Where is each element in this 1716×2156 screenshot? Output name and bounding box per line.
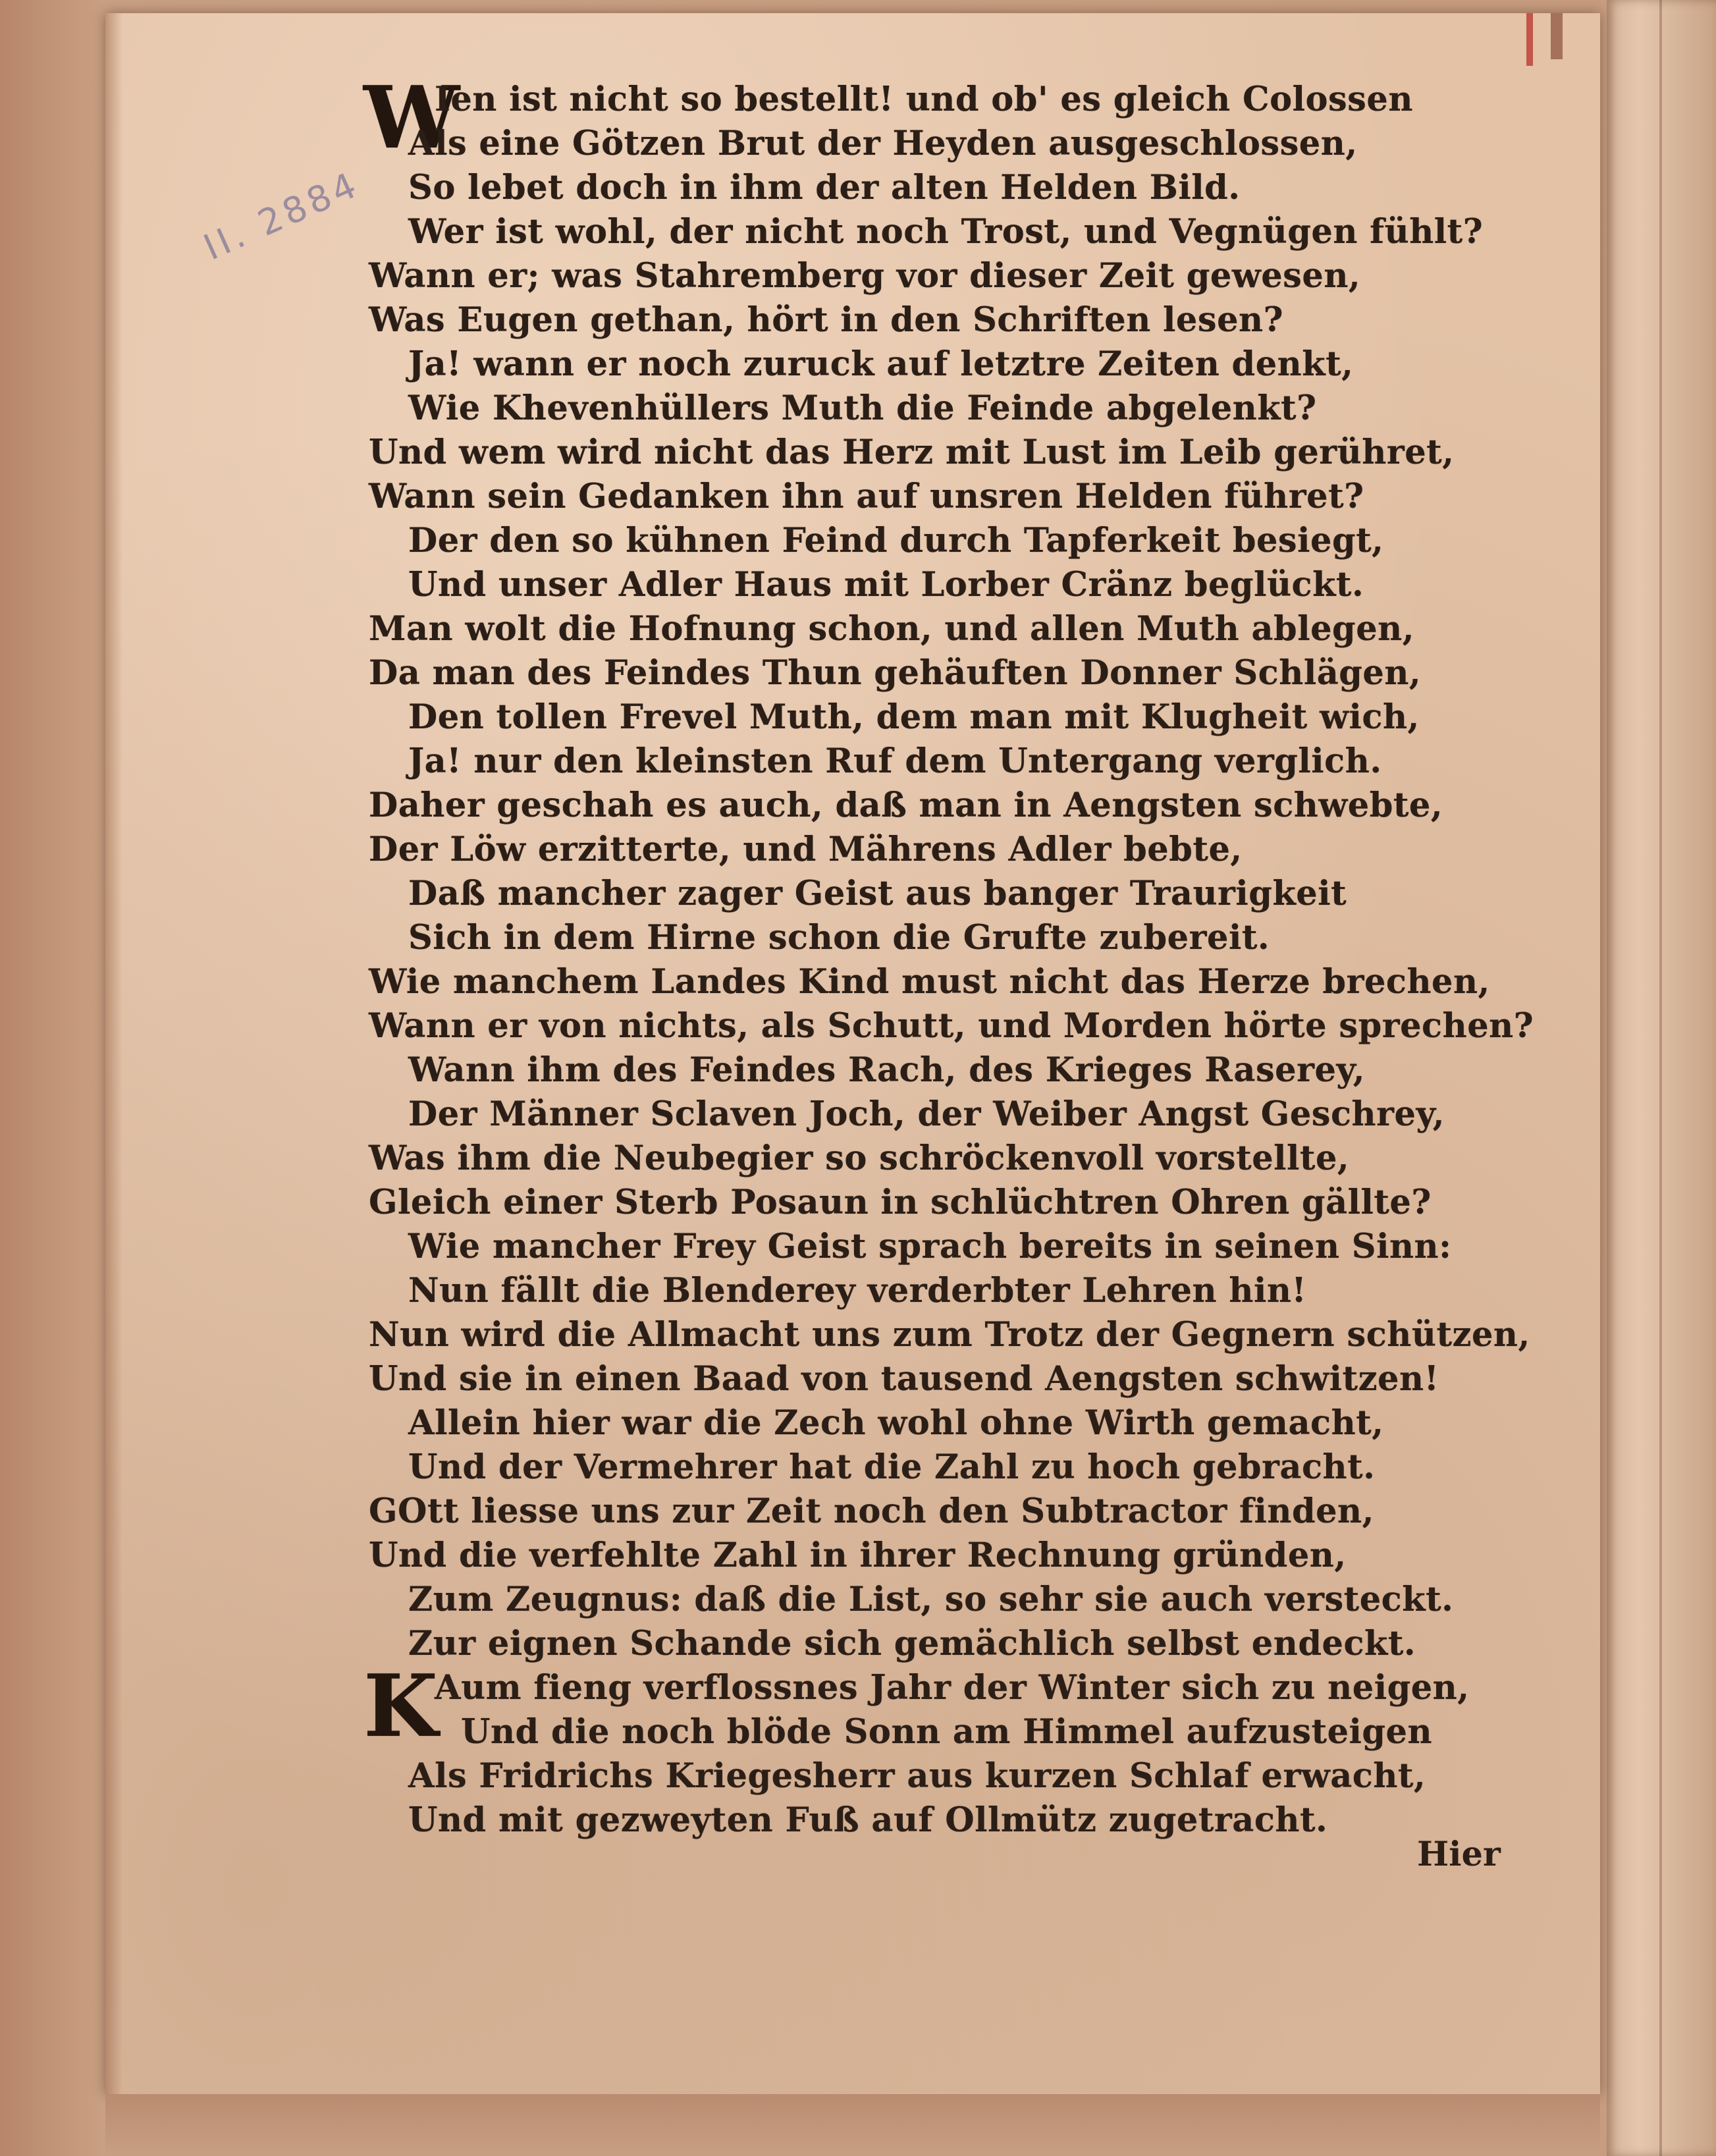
poem-line: [369, 1710, 1594, 1754]
poem-line: [369, 342, 1594, 387]
drop-cap: K: [363, 1656, 439, 1756]
book-edge-line: [1659, 0, 1662, 2156]
poem-line: [369, 166, 1594, 210]
poem-line-text: Wann ihm des Feindes Rach, des Krieges Raserey,: [408, 1050, 1365, 1090]
poem-line-text: Nun wird die Allmacht uns zum Trotz der Gegnern schützen,: [369, 1315, 1530, 1355]
poem-line-text: Ien ist nicht so bestellt! und ob' es gleich Colossen: [435, 80, 1413, 119]
poem-line: [369, 1313, 1594, 1357]
poem-line: [369, 210, 1594, 254]
poem-line: [369, 784, 1594, 828]
poem-line-text: Sich in dem Hirne schon die Grufte zubereit.: [408, 918, 1270, 957]
poem-text: [363, 67, 1594, 1843]
poem-line-text: Der den so kühnen Feind durch Tapferkeit besiegt,: [408, 521, 1384, 560]
poem-line-text: Und der Vermehrer hat die Zahl zu hoch gebracht.: [408, 1447, 1376, 1487]
poem-line: [369, 387, 1594, 431]
poem-line-text: Zum Zeugnus: daß die List, so sehr sie auch versteckt.: [408, 1580, 1454, 1619]
page-bottom-shadow: [105, 2094, 1600, 2156]
poem-line: [369, 1092, 1594, 1137]
poem-line: [369, 1445, 1594, 1490]
poem-line: [369, 1798, 1594, 1843]
poem-line: [369, 563, 1594, 607]
poem-line-text: Wann er von nichts, als Schutt, und Morden hörte sprechen?: [369, 1006, 1534, 1046]
poem-line-text: Daß mancher zager Geist aus banger Traurigkeit: [408, 874, 1347, 913]
poem-line: [369, 651, 1594, 695]
poem-line-text: Und die noch blöde Sonn am Himmel aufzusteigen: [461, 1712, 1433, 1752]
poem-line-text: Allein hier war die Zech wohl ohne Wirth gemacht,: [408, 1403, 1384, 1443]
poem-line: [369, 916, 1594, 960]
poem-line: [369, 1225, 1594, 1269]
poem-line: [369, 1401, 1594, 1445]
red-edge-mark: [1526, 13, 1533, 66]
poem-line-text: Der Männer Sclaven Joch, der Weiber Angst Geschrey,: [408, 1094, 1445, 1134]
poem-line: [369, 475, 1594, 519]
poem-line-text: Als eine Götzen Brut der Heyden ausgeschlossen,: [408, 124, 1358, 163]
poem-line: [369, 1004, 1594, 1048]
poem-line-text: Wann sein Gedanken ihn auf unsren Helden führet?: [369, 477, 1364, 516]
poem-line-text: Und mit gezweyten Fuß auf Ollmütz zugetracht.: [408, 1800, 1328, 1840]
poem-line: [369, 695, 1594, 740]
poem-line: [369, 298, 1594, 342]
poem-line-text: Und unser Adler Haus mit Lorber Cränz beglückt.: [408, 565, 1364, 605]
poem-line-text: Und die verfehlte Zahl in ihrer Rechnung gründen,: [369, 1536, 1347, 1575]
poem-line-text: Wer ist wohl, der nicht noch Trost, und Vegnügen fühlt?: [408, 212, 1484, 252]
drop-cap: W: [363, 67, 460, 168]
poem-line-text: Nun fällt die Blenderey verderbter Lehren hin!: [408, 1271, 1307, 1310]
poem-line-text: Ja! wann er noch zuruck auf letztre Zeiten denkt,: [408, 344, 1354, 384]
poem-line-text: Als Fridrichs Kriegesherr aus kurzen Schlaf erwacht,: [408, 1756, 1426, 1796]
poem-line-text: Was Eugen gethan, hört in den Schriften lesen?: [369, 300, 1283, 340]
poem-line-text: Wann er; was Stahremberg vor dieser Zeit gewesen,: [369, 256, 1361, 296]
poem-line-text: Man wolt die Hofnung schon, und allen Muth ablegen,: [369, 609, 1414, 649]
poem-line: [369, 1578, 1594, 1622]
poem-line: [369, 1622, 1594, 1666]
poem-line: [369, 1754, 1594, 1798]
poem-line-text: Daher geschah es auch, daß man in Aengsten schwebte,: [369, 786, 1443, 825]
poem-line: [369, 960, 1594, 1004]
poem-line-text: Zur eignen Schande sich gemächlich selbst endeckt.: [408, 1624, 1416, 1663]
poem-line: [369, 1534, 1594, 1578]
poem-line: [369, 828, 1594, 872]
poem-line-text: GOtt liesse uns zur Zeit noch den Subtractor finden,: [369, 1492, 1374, 1531]
poem-line: [369, 872, 1594, 916]
shelfmark-stamp: II. 2884: [198, 163, 366, 269]
poem-line: [369, 254, 1594, 298]
poem-line: [369, 1137, 1594, 1181]
poem-line-text: Den tollen Frevel Muth, dem man mit Klugheit wich,: [408, 697, 1420, 737]
poem-line: [369, 1490, 1594, 1534]
poem-line: [369, 431, 1594, 475]
poem-line: [369, 519, 1594, 563]
poem-line-text: Da man des Feindes Thun gehäuften Donner Schlägen,: [369, 653, 1422, 693]
poem-line: [369, 1357, 1594, 1401]
poem-line-text: So lebet doch in ihm der alten Helden Bild.: [408, 168, 1241, 207]
poem-line-text: Und sie in einen Baad von tausend Aengsten schwitzen!: [369, 1359, 1439, 1399]
poem-line: [369, 1181, 1594, 1225]
binding-mark: [1551, 13, 1563, 59]
poem-line: [369, 740, 1594, 784]
page-left-edge: [105, 13, 122, 2094]
poem-line-text: Ja! nur den kleinsten Ruf dem Untergang verglich.: [408, 741, 1382, 781]
poem-line: [369, 122, 1594, 166]
poem-line-text: Und wem wird nicht das Herz mit Lust im Leib gerühret,: [369, 433, 1455, 472]
poem-line-text: Wie manchem Landes Kind must nicht das Herze brechen,: [369, 962, 1490, 1002]
poem-line-text: Wie mancher Frey Geist sprach bereits in seinen Sinn:: [408, 1227, 1452, 1266]
poem-line: [369, 607, 1594, 651]
catchword: Hier: [1417, 1835, 1501, 1874]
poem-line-text: Aum fieng verflossnes Jahr der Winter sich zu neigen,: [435, 1668, 1470, 1708]
poem-line: [369, 1269, 1594, 1313]
poem-line-text: Wie Khevenhüllers Muth die Feinde abgelenkt?: [408, 389, 1317, 428]
poem-line-text: Der Löw erzitterte, und Mährens Adler bebte,: [369, 830, 1243, 869]
poem-line-text: Was ihm die Neubegier so schröckenvoll vorstellte,: [369, 1139, 1350, 1178]
poem-line-text: Gleich einer Sterb Posaun in schlüchtren Ohren gällte?: [369, 1183, 1432, 1222]
poem-line: [369, 1048, 1594, 1092]
